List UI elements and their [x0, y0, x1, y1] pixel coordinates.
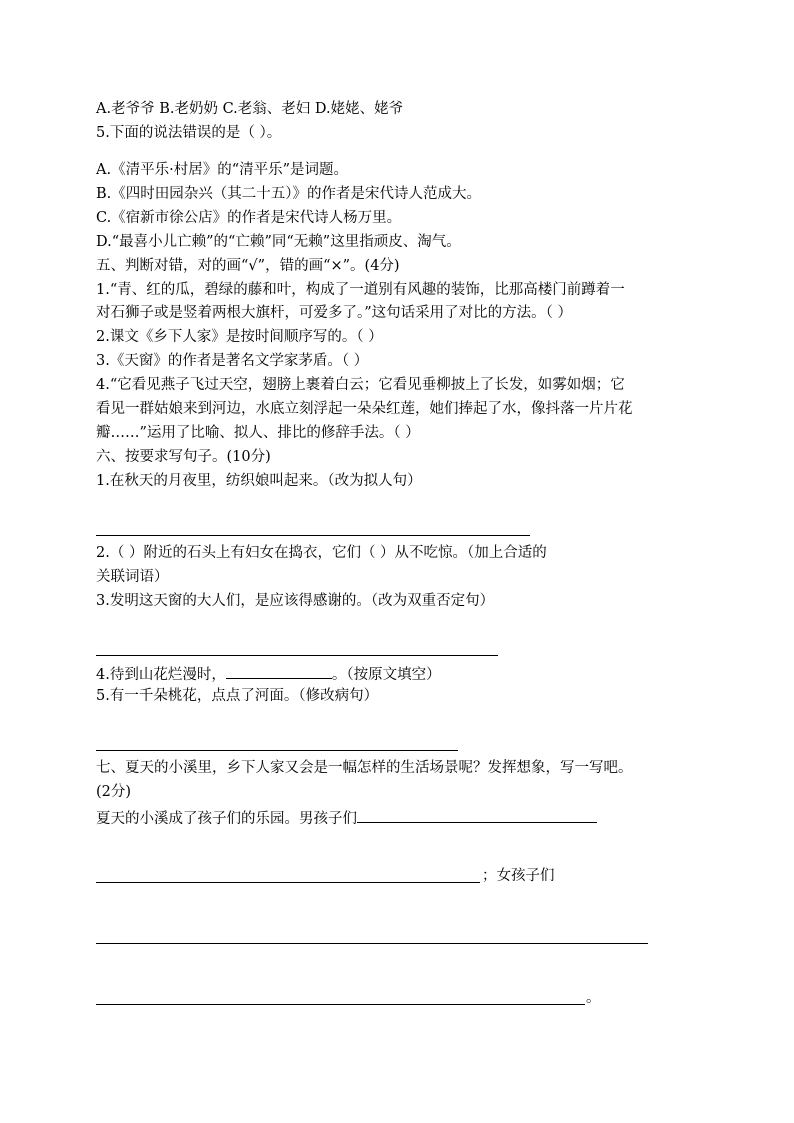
- q5-option-b: B.《四时田园杂兴（其二十五）》的作者是宋代诗人范成大。: [96, 186, 482, 202]
- answer-line-q3[interactable]: [96, 655, 498, 656]
- answer-line-girls-1[interactable]: [96, 943, 648, 944]
- section6-q2-line2: 关联词语）: [96, 569, 169, 585]
- fill-blank-q4[interactable]: [226, 664, 332, 679]
- section5-item1-line1: 1.“青、红的瓜，碧绿的藤和叶，构成了一道别有风趣的装饰，比那高楼门前蹲着一: [96, 282, 625, 298]
- section6-heading: 六、按要求写句子。(10分): [96, 449, 271, 465]
- section7-lead-text: 夏天的小溪成了孩子们的乐园。男孩子们: [96, 811, 357, 827]
- section6-q3: 3.发明这天窗的大人们，是应该得感谢的。（改为双重否定句）: [96, 593, 495, 609]
- section6-q1: 1.在秋天的月夜里，纺织娘叫起来。（改为拟人句）: [96, 473, 422, 489]
- q5-option-c: C.《宿新市徐公店》的作者是宋代诗人杨万里。: [96, 210, 402, 226]
- q5-option-d: D.“最喜小儿亡赖”的“亡赖”同“无赖”这里指顽皮、淘气。: [96, 234, 461, 250]
- section5-item4-line2: 看见一群姑娘来到河边，水底立刻浮起一朵朵红莲，她们捧起了水，像抖落一片片花: [96, 401, 633, 417]
- section7-lead: [96, 808, 597, 827]
- answer-line-boys[interactable]: [357, 808, 597, 823]
- section5-item3: 3.《天窗》的作者是著名文学家茅盾。（ ）: [96, 353, 369, 369]
- q5-stem: 5.下面的说法错误的是（ ）。: [96, 125, 282, 141]
- section5-item2: 2.课文《乡下人家》是按时间顺序写的。（ ）: [96, 329, 383, 345]
- section7-end-mark: 。: [586, 990, 601, 1006]
- answer-line-boys-continued[interactable]: [96, 882, 480, 883]
- answer-line-q1[interactable]: [96, 535, 530, 536]
- q5-option-a: A.《清平乐·村居》的“清平乐”是词题。: [96, 162, 349, 178]
- answer-line-q5[interactable]: [96, 750, 458, 751]
- q4-options: A.老爷爷 B.老奶奶 C.老翁、老妇 D.姥姥、姥爷: [96, 101, 404, 117]
- section7-heading-line1: 七、夏天的小溪里，乡下人家又会是一幅怎样的生活场景呢？发挥想象，写一写吧。: [96, 760, 633, 776]
- section7-girls: ；女孩子们: [482, 868, 555, 884]
- section6-q2-line1: 2.（ ）附近的石头上有妇女在捣衣，它们（ ）从不吃惊。（加上合适的: [96, 545, 547, 561]
- section5-item1-line2: 对石狮子或是竖着两根大旗杆，可爱多了。”这句话采用了对比的方法。（ ）: [96, 305, 573, 321]
- section7-heading-line2: (2分): [96, 784, 132, 800]
- section5-item4-line3: 瓣……”运用了比喻、拟人、排比的修辞手法。（ ）: [96, 425, 420, 441]
- section6-q4-suffix: 。（按原文填空）: [331, 667, 441, 683]
- answer-line-girls-2[interactable]: [96, 1004, 585, 1005]
- section5-heading: 五、判断对错，对的画“√”，错的画“×”。(4分): [96, 258, 400, 274]
- section6-q4: [96, 664, 441, 683]
- section5-item4-line1: 4.“它看见燕子飞过天空，翅膀上裹着白云；它看见垂柳披上了长发，如雾如烟；它: [96, 377, 625, 393]
- section6-q4-prefix: 4.待到山花烂漫时，: [96, 667, 226, 683]
- section6-q5: 5.有一千朵桃花，点点了河面。（修改病句）: [96, 688, 379, 704]
